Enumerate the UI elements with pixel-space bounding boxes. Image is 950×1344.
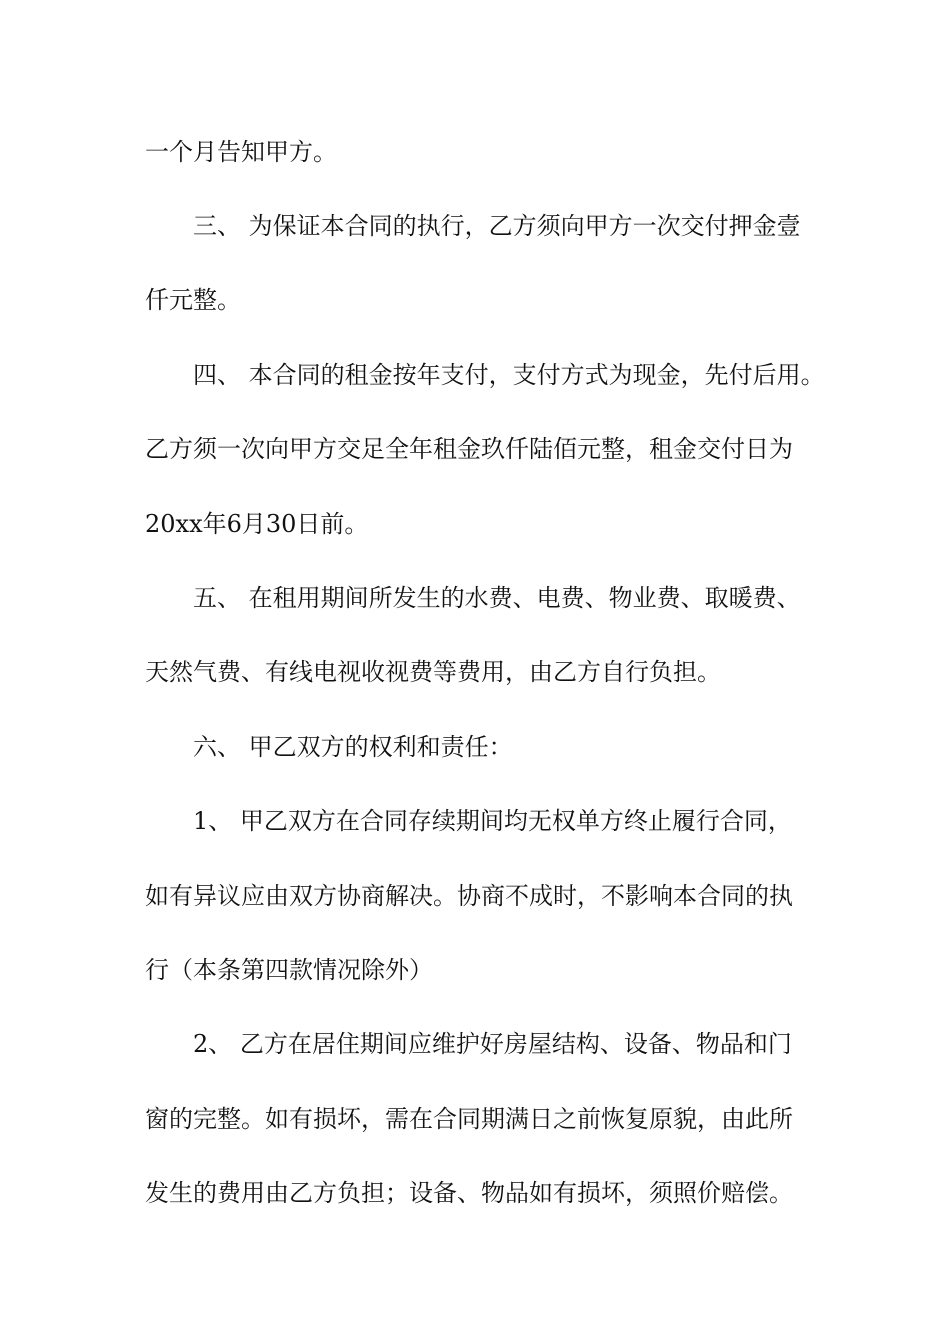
clause-3-heading-line: 三、 为保证本合同的执行，乙方须向甲方一次交付押金壹 xyxy=(193,212,801,240)
text-line-11: 如有异议应由双方协商解决。协商不成时，不影响本合同的执 xyxy=(145,882,793,910)
text-line-12: 行（本条第四款情况除外） xyxy=(145,956,433,984)
text-line-3: 仟元整。 xyxy=(145,286,241,314)
clause-4-heading-line: 四、 本合同的租金按年支付，支付方式为现金，先付后用。 xyxy=(193,361,825,389)
text-line-15: 发生的费用由乙方负担；设备、物品如有损坏，须照价赔偿。 xyxy=(145,1179,793,1207)
item-1-heading-line: 1、 甲乙双方在合同存续期间均无权单方终止履行合同， xyxy=(193,807,792,835)
text-line-6: 20xx年6月30日前。 xyxy=(145,510,369,538)
clause-5-heading-line: 五、 在租用期间所发生的水费、电费、物业费、取暖费、 xyxy=(193,584,801,612)
text-line-8: 天然气费、有线电视收视费等费用，由乙方自行负担。 xyxy=(145,658,721,686)
clause-6-heading-line: 六、 甲乙双方的权利和责任： xyxy=(193,733,513,761)
text-line-14: 窗的完整。如有损坏，需在合同期满日之前恢复原貌，由此所 xyxy=(145,1105,793,1133)
text-line-5: 乙方须一次向甲方交足全年租金玖仟陆佰元整，租金交付日为 xyxy=(145,435,793,463)
item-2-heading-line: 2、 乙方在居住期间应维护好房屋结构、设备、物品和门 xyxy=(193,1030,792,1058)
text-line-1: 一个月告知甲方。 xyxy=(145,138,337,166)
